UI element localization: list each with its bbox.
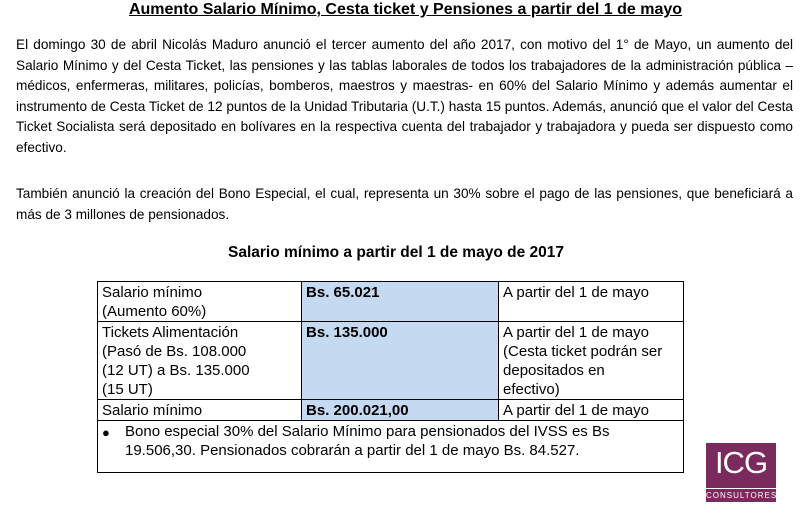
amount-cell: Bs. 135.000 bbox=[302, 322, 499, 400]
amount-cell: Bs. 200.021,00 bbox=[302, 400, 499, 421]
bullet-row bbox=[98, 421, 684, 473]
concept-cell bbox=[98, 282, 302, 322]
concept-cell bbox=[98, 322, 302, 400]
amount-cell: Bs. 65.021 bbox=[302, 282, 499, 322]
note-line: A partir del 1 de mayo bbox=[503, 402, 649, 419]
table-row bbox=[98, 400, 684, 421]
salary-table bbox=[97, 281, 684, 473]
concept-line: (15 UT) bbox=[102, 381, 153, 398]
bullet-item bbox=[102, 422, 679, 460]
logo-box bbox=[706, 443, 776, 488]
concept-line: Tickets Alimentación bbox=[102, 324, 239, 341]
concept-line: (Pasó de Bs. 108.000 bbox=[102, 343, 247, 360]
bullet-text: Bono especial 30% del Salario Mínimo para pensionados del IVSS es Bs 19.506,30. Pensionados cobrarán a partir del 1 de mayo Bs. 84.527. bbox=[125, 423, 610, 459]
note-cell bbox=[499, 282, 684, 322]
table-row bbox=[98, 282, 684, 322]
table-subtitle: Salario mínimo a partir del 1 de mayo de 2017 bbox=[228, 244, 564, 261]
table-row bbox=[98, 322, 684, 400]
bullet-dot-icon: ● bbox=[102, 425, 110, 440]
concept-line: (Aumento 60%) bbox=[102, 303, 207, 320]
paragraph-bono-especial: También anunció la creación del Bono Especial, el cual, representa un 30% sobre el pago de las pensiones, que beneficiará a más de 3 millones de pensionados. bbox=[16, 186, 793, 222]
bullet-cell bbox=[98, 421, 684, 473]
logo-subtext: CONSULTORES bbox=[706, 491, 778, 500]
concept-line: Salario mínimo bbox=[102, 402, 203, 419]
concept-line: Salario mínimo bbox=[102, 284, 203, 301]
paragraph-announcement: El domingo 30 de abril Nicolás Maduro anunció el tercer aumento del año 2017, con motivo del 1° de Mayo, un aumento del Salario Mínimo y del Cesta Ticket, las pensiones y las tablas laborales de todos los trabajadores de la administración pública –médicos, enfermeras, militares, policías, bomberos, maestros y maestras- en 60% del Salario Mínimo y además aumentar el instrumento de Cesta Ticket de 12 puntos de la Unidad Tributaria (U.T.) hasta 15 puntos. Además, anunció que el valor del Cesta Ticket Socialista será depositado en bolívares en la respectiva cuenta del trabajador y trabajadora y pueda ser dispuesto como efectivo. bbox=[16, 37, 793, 155]
salary-table-body bbox=[98, 282, 684, 421]
logo-text: ICG bbox=[714, 445, 768, 480]
document-title: Aumento Salario Mínimo, Cesta ticket y Pensiones a partir del 1 de mayo bbox=[128, 1, 683, 18]
concept-line: (12 UT) a Bs. 135.000 bbox=[102, 362, 250, 379]
note-line: (Cesta ticket podrán ser bbox=[503, 343, 663, 360]
note-line: A partir del 1 de mayo bbox=[503, 284, 649, 301]
note-line: efectivo) bbox=[503, 381, 560, 398]
note-line: A partir del 1 de mayo bbox=[503, 324, 649, 341]
note-line: depositados en bbox=[503, 362, 605, 379]
note-cell bbox=[499, 400, 684, 421]
concept-cell bbox=[98, 400, 302, 421]
note-cell bbox=[499, 322, 684, 400]
icg-logo bbox=[706, 443, 776, 518]
